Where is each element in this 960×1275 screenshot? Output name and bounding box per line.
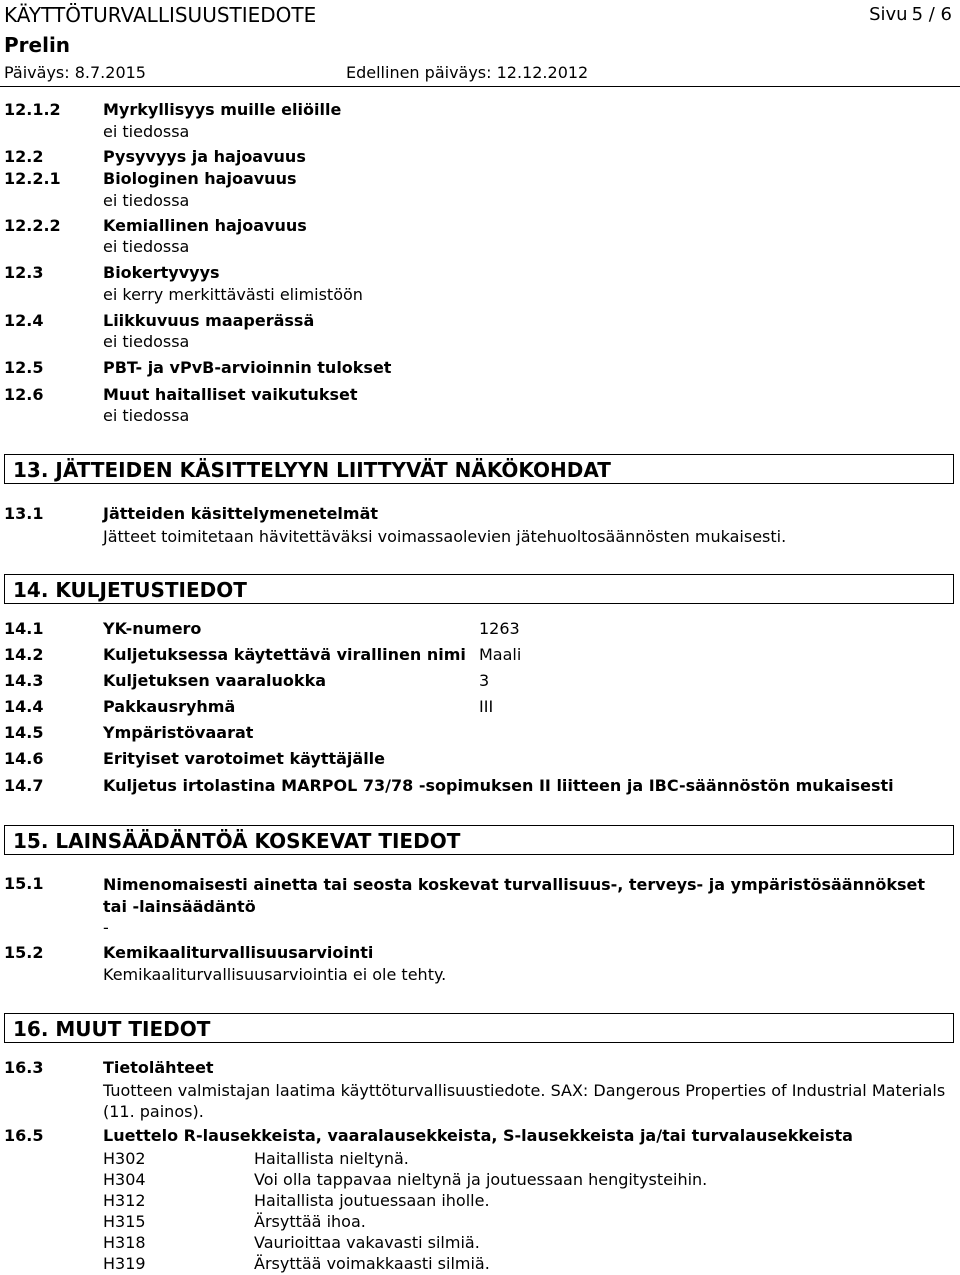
hazard-code: H312 — [103, 1191, 146, 1210]
item-label: Luettelo R-lausekkeista, vaaralausekkeista, S-lausekkeista ja/tai turvalausekkeista — [103, 1126, 853, 1145]
item-number: 14.5 — [4, 723, 44, 742]
previous-date: Edellinen päiväys: 12.12.2012 — [346, 63, 589, 82]
hazard-text: Voi olla tappavaa nieltynä ja joutuessaan hengitysteihin. — [254, 1170, 708, 1189]
item-value: ei tiedossa — [103, 191, 190, 210]
section-16-heading: 16. MUUT TIEDOT — [4, 1013, 954, 1043]
item-label: Liikkuvuus maaperässä — [103, 311, 315, 330]
item-value: ei tiedossa — [103, 406, 190, 425]
item-label: Pakkausryhmä — [103, 697, 236, 716]
item-number: 16.3 — [4, 1058, 44, 1077]
item-label: Kuljetuksessa käytettävä virallinen nimi — [103, 645, 466, 664]
hazard-text: Haitallista joutuessaan iholle. — [254, 1191, 490, 1210]
item-label: Biokertyvyys — [103, 263, 220, 282]
hazard-code: H302 — [103, 1149, 146, 1168]
item-value: Kemikaaliturvallisuusarviointia ei ole tehty. — [103, 965, 447, 984]
page-label: Sivu — [869, 4, 908, 25]
item-number: 13.1 — [4, 504, 44, 523]
item-label: Nimenomaisesti ainetta tai seosta koskevat turvallisuus-, terveys- ja ympäristösäännökset tai -lainsäädäntö — [103, 875, 926, 916]
item-number: 15.2 — [4, 943, 44, 962]
hazard-code: H318 — [103, 1233, 146, 1252]
item-value: Maali — [479, 645, 522, 664]
item-label: Ympäristövaarat — [103, 723, 254, 742]
item-value: Tuotteen valmistajan laatima käyttöturvallisuustiedote. SAX: Dangerous Properties of Industrial Materials (11. painos). — [103, 1081, 946, 1121]
item-number: 14.1 — [4, 619, 44, 638]
item-number: 12.6 — [4, 385, 44, 404]
item-value: 3 — [479, 671, 490, 690]
item-number: 14.2 — [4, 645, 44, 664]
item-number: 12.3 — [4, 263, 44, 282]
item-number: 12.5 — [4, 358, 44, 377]
hazard-code: H304 — [103, 1170, 146, 1189]
section-15-heading: 15. LAINSÄÄDÄNTÖÄ KOSKEVAT TIEDOT — [4, 825, 954, 855]
page-indicator — [865, 3, 952, 26]
item-number: 14.6 — [4, 749, 44, 768]
item-value: ei kerry merkittävästi elimistöön — [103, 285, 363, 304]
product-name: Prelin — [4, 33, 71, 57]
item-number: 16.5 — [4, 1126, 44, 1145]
item-label: Jätteiden käsittelymenetelmät — [103, 504, 379, 523]
issue-date: Päiväys: 8.7.2015 — [4, 63, 146, 82]
hazard-text: Vaurioittaa vakavasti silmiä. — [254, 1233, 480, 1252]
item-label: YK-numero — [103, 619, 202, 638]
item-number: 14.4 — [4, 697, 44, 716]
item-label: Kemikaaliturvallisuusarviointi — [103, 943, 374, 962]
item-value: ei tiedossa — [103, 122, 190, 141]
item-value: ei tiedossa — [103, 237, 190, 256]
item-label: Erityiset varotoimet käyttäjälle — [103, 749, 386, 768]
hazard-code: H315 — [103, 1212, 146, 1231]
item-label: Pysyvyys ja hajoavuus — [103, 147, 306, 166]
item-number: 12.2.1 — [4, 169, 61, 188]
item-number: 12.1.2 — [4, 100, 61, 119]
item-label: Biologinen hajoavuus — [103, 169, 297, 188]
item-label: Kuljetuksen vaaraluokka — [103, 671, 326, 690]
page-number: 5 / 6 — [911, 4, 952, 25]
item-label: Myrkyllisyys muille eliöille — [103, 100, 342, 119]
item-value: Jätteet toimitetaan hävitettäväksi voimassaolevien jätehuoltosäännösten mukaisesti. — [103, 527, 787, 546]
item-value: - — [103, 918, 109, 937]
item-number: 14.3 — [4, 671, 44, 690]
section-13-heading: 13. JÄTTEIDEN KÄSITTELYYN LIITTYVÄT NÄKÖKOHDAT — [4, 454, 954, 484]
item-number: 15.1 — [4, 874, 44, 893]
item-label: Kuljetus irtolastina MARPOL 73/78 -sopimuksen II liitteen ja IBC-säännöstön mukaisesti — [103, 776, 894, 795]
header-divider — [0, 86, 960, 87]
item-number: 12.2 — [4, 147, 44, 166]
item-label: Tietolähteet — [103, 1058, 214, 1077]
item-number: 14.7 — [4, 776, 44, 795]
hazard-text: Ärsyttää ihoa. — [254, 1212, 366, 1231]
item-value: 1263 — [479, 619, 520, 638]
hazard-text: Haitallista nieltynä. — [254, 1149, 409, 1168]
item-number: 12.4 — [4, 311, 44, 330]
item-label: Muut haitalliset vaikutukset — [103, 385, 358, 404]
hazard-code: H319 — [103, 1254, 146, 1273]
hazard-text: Ärsyttää voimakkaasti silmiä. — [254, 1254, 490, 1273]
document-title: KÄYTTÖTURVALLISUUSTIEDOTE — [4, 3, 317, 27]
item-value: ei tiedossa — [103, 332, 190, 351]
item-number: 12.2.2 — [4, 216, 61, 235]
item-label: Kemiallinen hajoavuus — [103, 216, 307, 235]
item-label: PBT- ja vPvB-arvioinnin tulokset — [103, 358, 392, 377]
section-14-heading: 14. KULJETUSTIEDOT — [4, 574, 954, 604]
item-value: III — [479, 697, 494, 716]
